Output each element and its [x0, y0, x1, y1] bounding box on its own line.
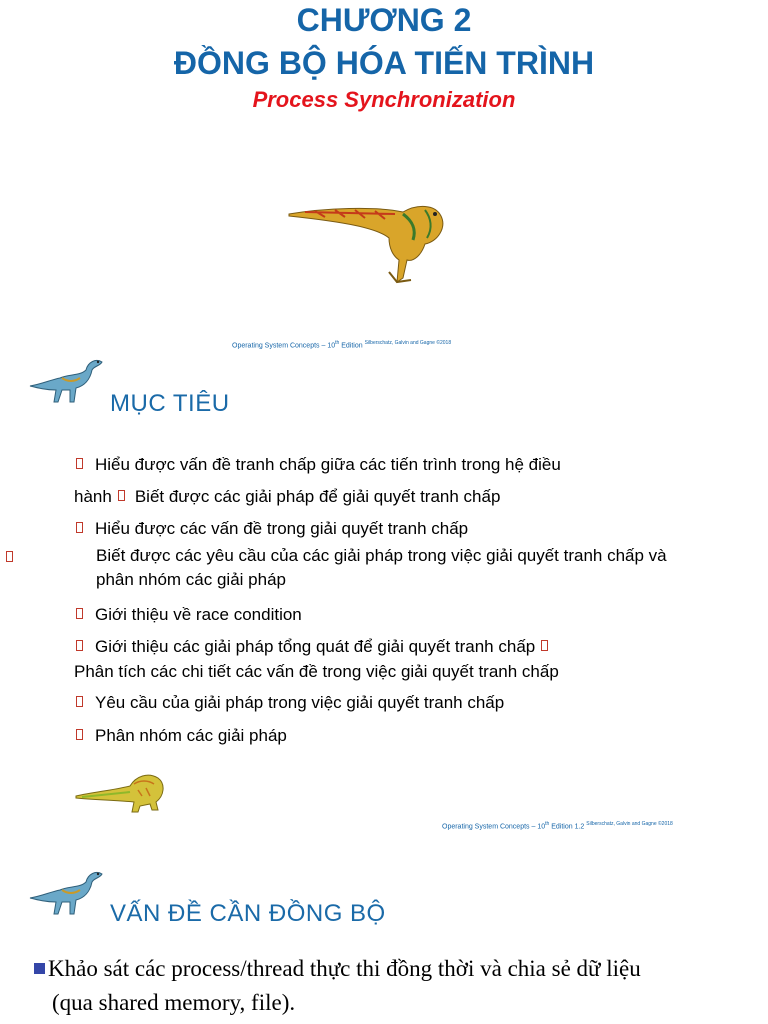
slide1-footer-authors: Silberschatz, Galvin and Gagne ©2018	[364, 340, 452, 346]
objective-item-9: Phân nhóm các giải pháp	[76, 726, 287, 746]
objective-item-3: Hiểu được các vấn đề trong giải quyết tranh chấp	[76, 519, 468, 539]
sync-problem-heading: VẤN ĐỀ CẦN ĐỒNG BỘ	[110, 900, 386, 927]
objective-item-6: Giới thiệu các giải pháp tổng quát để giải quyết tranh chấp	[76, 637, 558, 657]
dinosaur-illustration	[285, 198, 450, 288]
objective-item-1: Hiểu được vấn đề tranh chấp giữa các tiến trình trong hệ điều	[76, 455, 561, 475]
square-bullet-icon	[76, 458, 83, 469]
objectives-heading: MỤC TIÊU	[110, 390, 230, 417]
sync-problem-item-1: Khảo sát các process/thread thực thi đồng thời và chia sẻ dữ liệu	[34, 956, 641, 982]
square-bullet-icon	[34, 963, 45, 974]
chapter-subtitle-vi: ĐỒNG BỘ HÓA TIẾN TRÌNH	[173, 45, 595, 81]
dinosaur-illustration-small	[74, 766, 168, 814]
dinosaur-logo-icon	[28, 356, 106, 408]
slide2-footer: Operating System Concepts – 10th Edition 1.2 $^{Silberschatz, Galvin and Gagne ©2018}$	[442, 821, 673, 831]
chapter-title: CHƯƠNG 2	[296, 2, 472, 38]
square-bullet-icon	[76, 608, 83, 619]
objective-item-5: Giới thiệu về race condition	[76, 605, 302, 625]
square-bullet-icon	[118, 490, 125, 501]
objective-item-7: Phân tích các chi tiết các vấn đề trong việc giải quyết tranh chấp	[74, 662, 559, 681]
square-bullet-icon	[76, 729, 83, 740]
objective-item-8: Yêu cầu của giải pháp trong việc giải quyết tranh chấp	[76, 693, 504, 713]
square-bullet-icon	[76, 696, 83, 707]
square-bullet-icon	[541, 640, 548, 651]
objective-item-2: hành Biết được các giải pháp để giải quyết tranh chấp	[74, 487, 501, 506]
sync-problem-item-1-cont: (qua shared memory, file).	[52, 990, 296, 1015]
objective-item-4-cont: phân nhóm các giải pháp	[96, 570, 286, 589]
chapter-subtitle-en: Process Synchronization	[252, 87, 516, 112]
dinosaur-logo-icon	[28, 868, 106, 920]
slide1-footer: Operating System Concepts – 10th Edition $^{Silberschatz, Galvin and Gagne ©2018}$	[232, 340, 452, 350]
square-bullet-icon	[6, 551, 13, 562]
slide1-footer-book: Operating System Concepts – 10	[232, 342, 336, 350]
square-bullet-icon	[76, 522, 83, 533]
slide2-footer-authors: Silberschatz, Galvin and Gagne ©2018	[586, 821, 673, 827]
objective-item-4: Biết được các yêu cầu của các giải pháp trong việc giải quyết tranh chấp và	[96, 546, 667, 565]
square-bullet-icon	[76, 640, 83, 651]
